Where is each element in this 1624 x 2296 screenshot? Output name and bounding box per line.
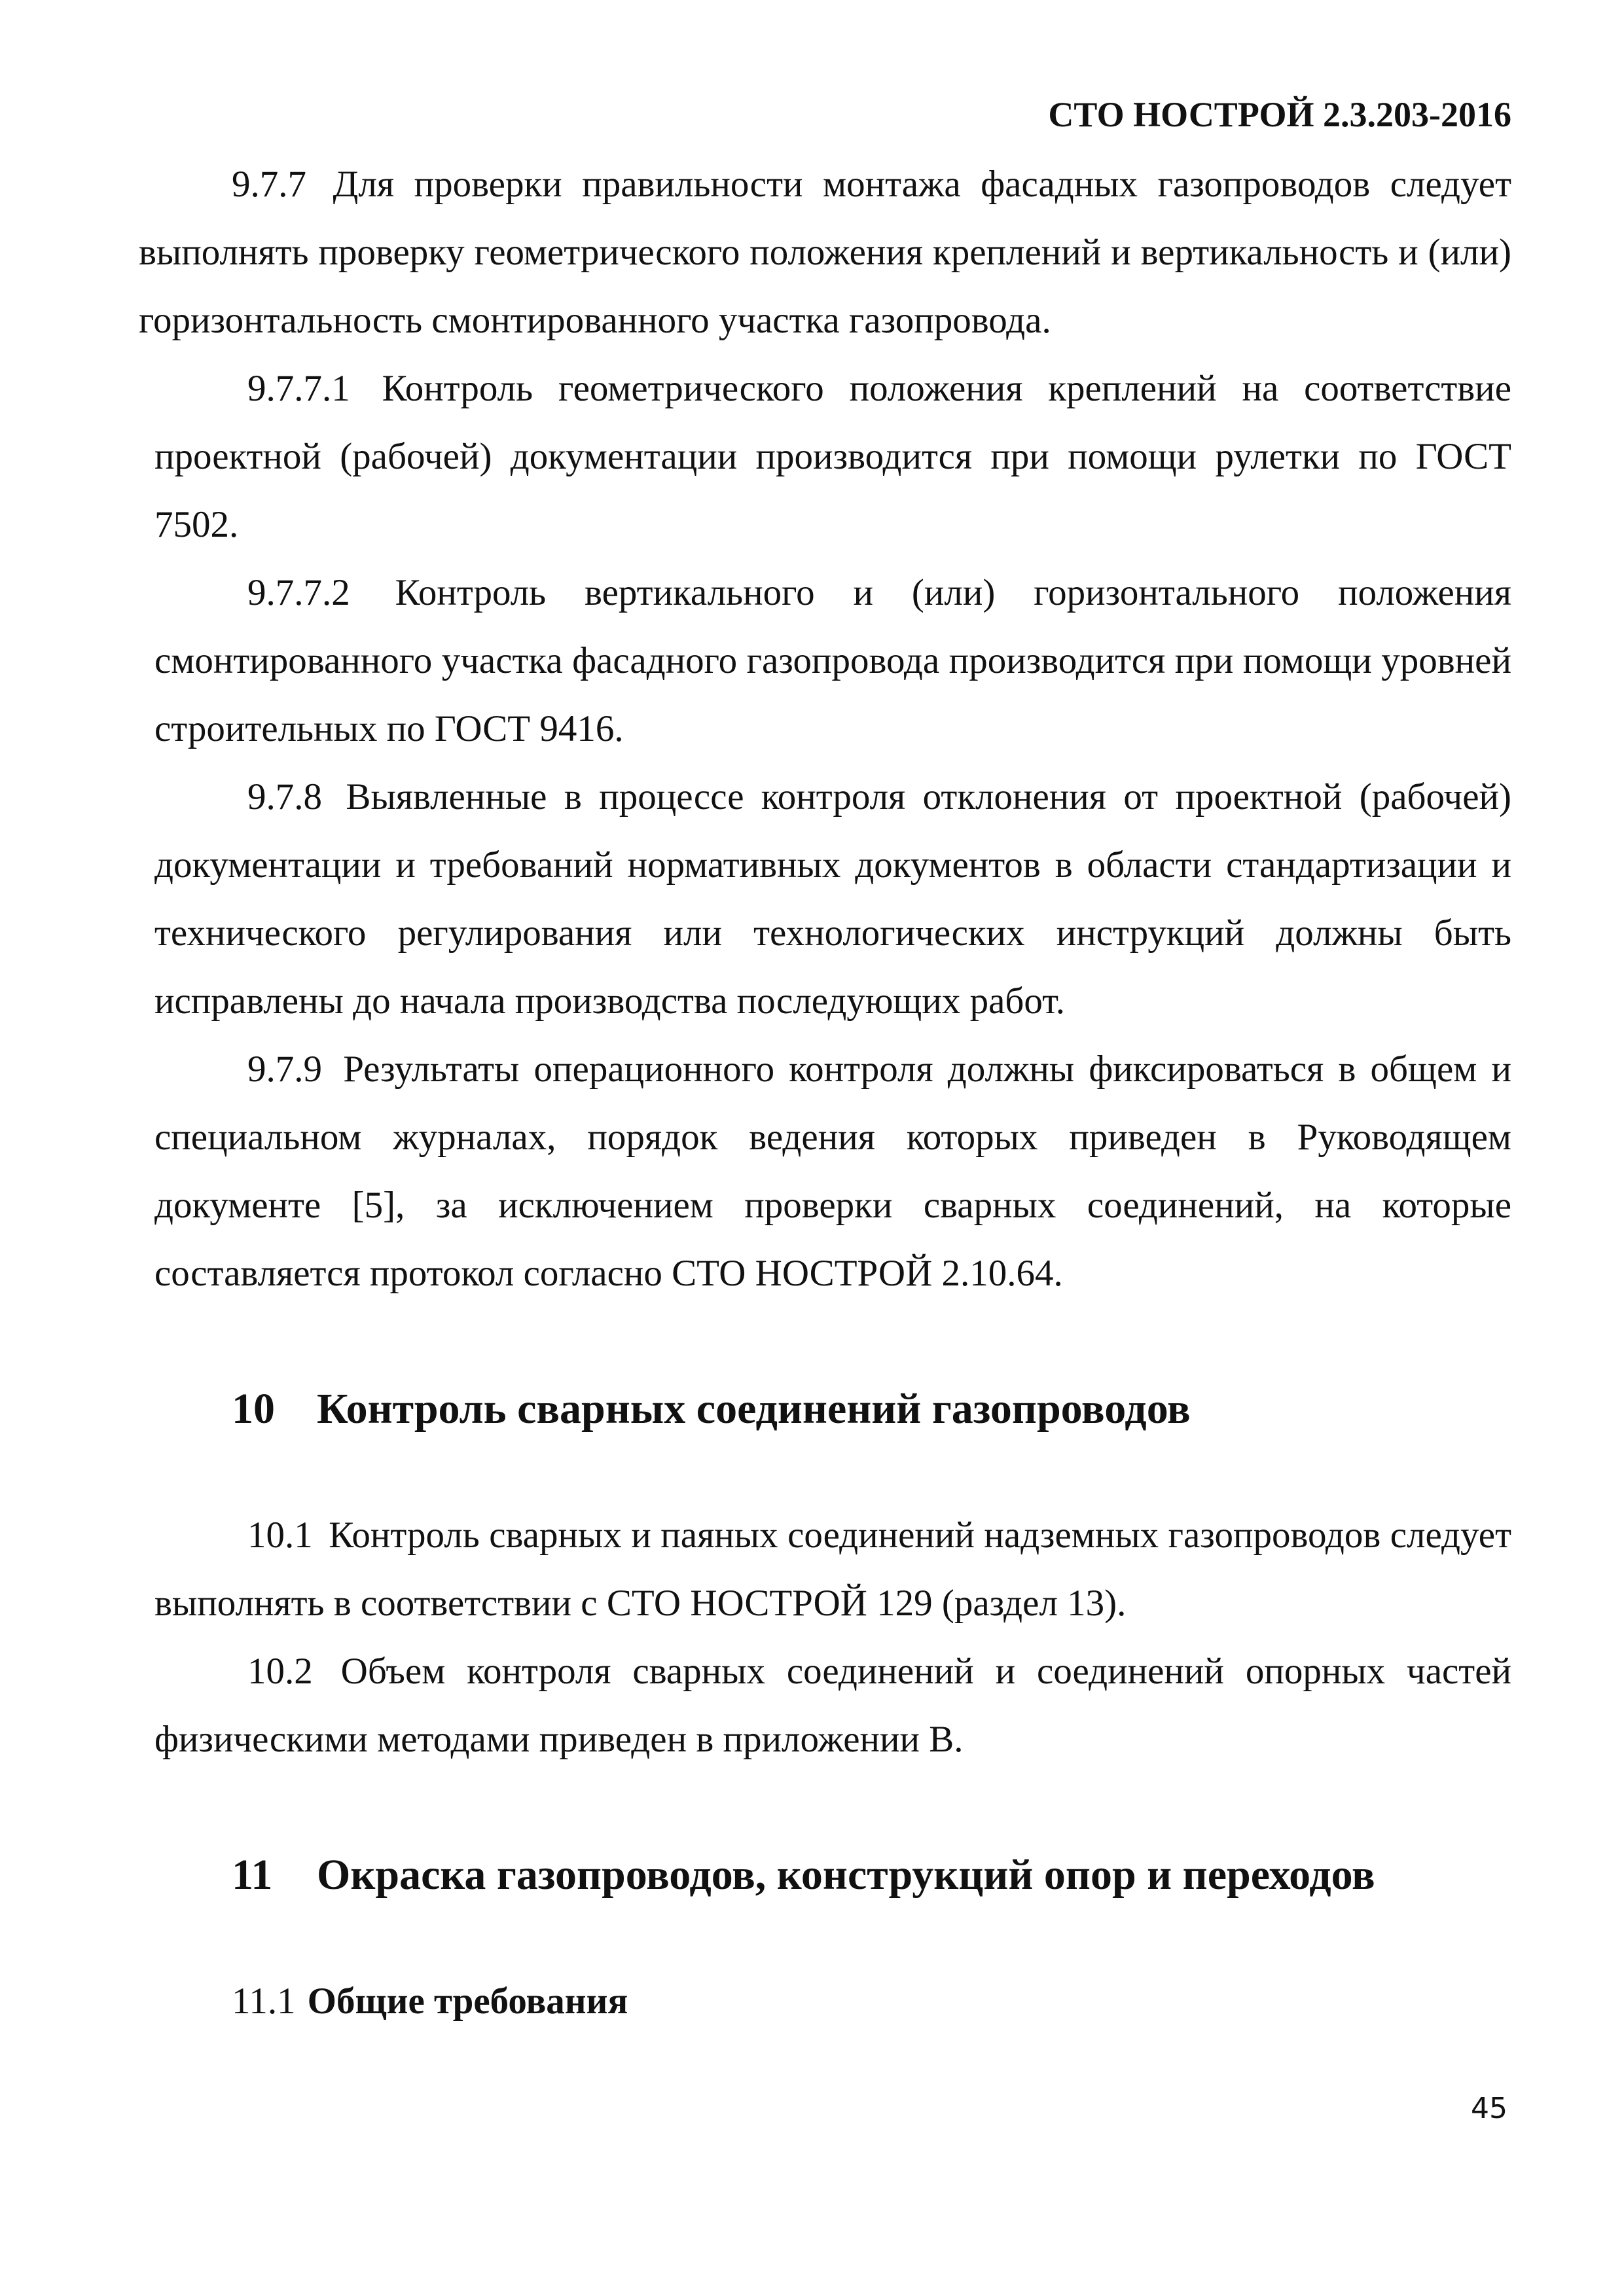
- paragraph-9-7-8: [154, 763, 1511, 1035]
- page-number: 45: [1471, 2092, 1507, 2125]
- paragraph-number: 10.2: [247, 1651, 313, 1692]
- paragraph-number: 9.7.8: [247, 776, 322, 817]
- paragraph-9-7-7: [139, 151, 1511, 355]
- paragraph-text: Результаты операционного контроля должны фиксироваться в общем и специальном журналах, порядок ведения которых приведен в Руководящем документе [5], за исключением проверки сварных соединений, на которые составляется протокол согласно СТО НОСТРОЙ 2.10.64.: [154, 1049, 1511, 1294]
- section-number: 10: [232, 1385, 275, 1433]
- paragraph-number: 9.7.7.1: [247, 368, 350, 409]
- paragraph-10-1: [154, 1501, 1511, 1638]
- paragraph-number: 9.7.7: [232, 164, 306, 205]
- paragraph-text: Контроль геометрического положения креплений на соответствие проектной (рабочей) документации производится при помощи рулетки по ГОСТ 7502.: [154, 368, 1511, 545]
- subsection-11-1-heading: [139, 1967, 1511, 2036]
- paragraph-9-7-7-1: [154, 355, 1511, 559]
- paragraph-text: Контроль сварных и паяных соединений надземных газопроводов следует выполнять в соответствии с СТО НОСТРОЙ 129 (раздел 13).: [154, 1515, 1512, 1624]
- section-11-heading: [139, 1846, 1511, 1905]
- paragraph-10-2: [154, 1638, 1511, 1774]
- page-content: [139, 151, 1511, 2036]
- paragraph-9-7-9: [154, 1035, 1511, 1308]
- section-title: Окраска газопроводов, конструкций опор и переходов: [317, 1851, 1375, 1899]
- subsection-number: 11.1: [232, 1981, 296, 2022]
- section-10-heading: [139, 1380, 1511, 1439]
- document-code-header: СТО НОСТРОЙ 2.3.203-2016: [1048, 95, 1511, 134]
- paragraph-9-7-7-2: [154, 559, 1511, 763]
- paragraph-number: 10.1: [247, 1515, 313, 1556]
- paragraph-text: Выявленные в процессе контроля отклонения от проектной (рабочей) документации и требований нормативных документов в области стандартизации и технического регулирования или технологических инструкций должны быть исправлены до начала производства последующих работ.: [154, 776, 1512, 1022]
- paragraph-number: 9.7.7.2: [247, 572, 350, 613]
- paragraph-text: Объем контроля сварных соединений и соединений опорных частей физическими методами приведен в приложении В.: [154, 1651, 1512, 1760]
- paragraph-text: Для проверки правильности монтажа фасадных газопроводов следует выполнять проверку геометрического положения креплений и вертикальность и (или) горизонтальность смонтированного участка газопровода.: [139, 164, 1511, 341]
- paragraph-text: Контроль вертикального и (или) горизонтального положения смонтированного участка фасадного газопровода производится при помощи уровней строительных по ГОСТ 9416.: [154, 572, 1511, 749]
- section-title: Контроль сварных соединений газопроводов: [317, 1385, 1191, 1433]
- section-number: 11: [232, 1851, 273, 1899]
- paragraph-number: 9.7.9: [247, 1049, 322, 1090]
- subsection-title: Общие требования: [307, 1981, 628, 2022]
